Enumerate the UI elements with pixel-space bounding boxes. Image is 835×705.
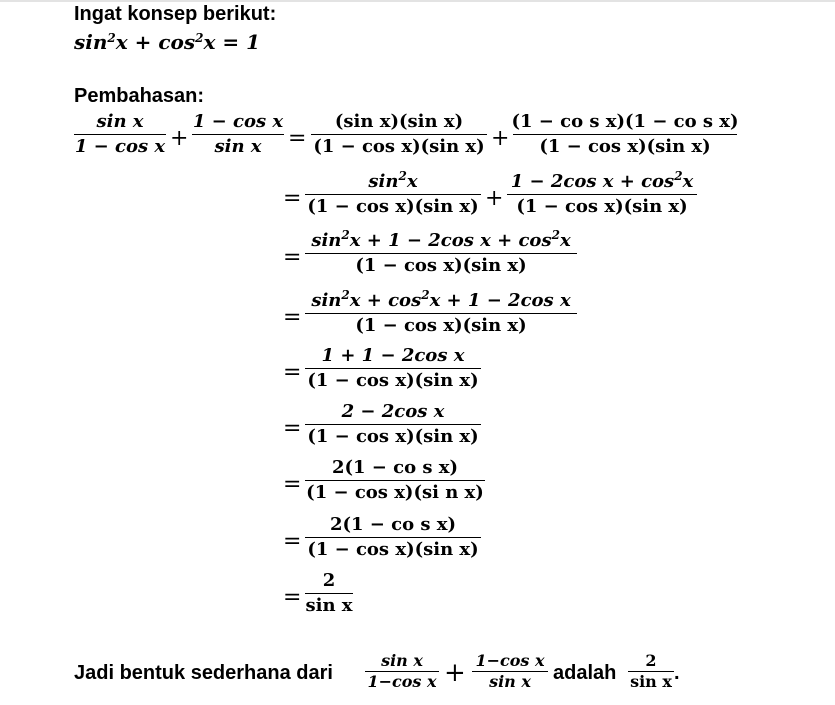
step1-fraction-4 xyxy=(513,110,737,159)
exponent: 2 xyxy=(421,288,430,302)
step9-fraction xyxy=(305,569,353,618)
numerator xyxy=(511,170,694,194)
denominator: (1 − cos x)(sin x) xyxy=(355,255,527,277)
denominator: sin x xyxy=(214,136,262,158)
step3-fraction xyxy=(305,229,577,278)
step4-fraction xyxy=(305,289,577,338)
conclusion-text: Jadi bentuk sederhana dari xyxy=(74,662,333,684)
step6-fraction xyxy=(305,400,481,449)
identity-exp-2: 2 xyxy=(195,31,204,45)
step1-fraction-3 xyxy=(311,110,487,159)
numerator: 1 + 1 − 2cos x xyxy=(321,345,465,366)
numerator: sin x xyxy=(381,651,423,670)
plus-sign: + xyxy=(485,186,504,211)
denominator: (1 − cos x)(sin x) xyxy=(307,426,479,448)
plus-sign: + xyxy=(444,658,466,688)
top-border xyxy=(0,0,835,2)
numerator: (sin x)(sin x) xyxy=(334,111,464,132)
numerator: 2 xyxy=(322,570,336,591)
numerator: 2(1 − co s x) xyxy=(331,457,459,478)
step8-fraction xyxy=(305,513,481,562)
equals-sign: = xyxy=(283,305,302,330)
term: sin xyxy=(368,171,399,192)
exponent: 2 xyxy=(341,288,350,302)
denominator: (1 − cos x)(sin x) xyxy=(516,196,688,218)
term: sin xyxy=(311,230,342,251)
identity-exp-1: 2 xyxy=(107,31,116,45)
equals-sign: = xyxy=(283,529,302,554)
numerator: 1−cos x xyxy=(475,651,545,670)
numerator: 2 − 2cos x xyxy=(341,401,445,422)
step1-fraction-1 xyxy=(74,110,166,159)
step7-fraction xyxy=(305,456,485,505)
equals-sign: = xyxy=(283,416,302,441)
conclusion-adalah: adalah xyxy=(553,662,617,684)
term: sin xyxy=(311,290,342,311)
numerator xyxy=(368,170,417,194)
exponent: 2 xyxy=(341,228,350,242)
numerator: sin x xyxy=(96,111,144,132)
numerator: 1 − cos x xyxy=(192,111,284,132)
denominator: (1 − cos x)(sin x) xyxy=(307,539,479,561)
equals-sign: = xyxy=(283,585,302,610)
exponent: 2 xyxy=(674,169,683,183)
denominator: (1 − cos x)(sin x) xyxy=(313,136,485,158)
exponent: 2 xyxy=(398,169,407,183)
term: x xyxy=(559,230,571,251)
denominator: (1 − cos x)(sin x) xyxy=(307,370,479,392)
plus-sign: + xyxy=(491,126,510,151)
denominator: 1−cos x xyxy=(367,672,437,692)
term: x + 1 − 2cos x xyxy=(429,290,571,311)
numerator xyxy=(311,229,570,253)
denominator: sin x xyxy=(630,672,672,692)
term: x + 1 − 2cos x + cos xyxy=(349,230,552,251)
denominator: (1 − cos x)(si n x) xyxy=(306,482,484,504)
identity-x-plus: x + xyxy=(115,30,159,54)
term: x xyxy=(682,171,694,192)
heading-discussion: Pembahasan: xyxy=(74,85,205,107)
numerator xyxy=(311,289,570,313)
denominator: (1 − cos x)(sin x) xyxy=(355,315,527,337)
equals-sign: = xyxy=(283,186,302,211)
denominator: 1 − cos x xyxy=(74,136,166,158)
term: x + cos xyxy=(349,290,422,311)
denominator: (1 − cos x)(sin x) xyxy=(539,136,711,158)
conclusion-fraction-2 xyxy=(472,651,548,692)
conclusion-period: . xyxy=(674,662,680,684)
identity-rhs: x = 1 xyxy=(203,30,261,54)
step1-fraction-2 xyxy=(192,110,284,159)
step5-fraction xyxy=(305,344,481,393)
plus-sign: + xyxy=(170,126,189,151)
denominator: sin x xyxy=(489,672,531,692)
conclusion-fraction-1 xyxy=(365,651,439,692)
denominator: (1 − cos x)(sin x) xyxy=(307,196,479,218)
heading-concept: Ingat konsep berikut: xyxy=(74,3,277,25)
identity-formula xyxy=(74,30,260,54)
term: x xyxy=(406,171,418,192)
term: 1 − 2cos x + cos xyxy=(510,171,675,192)
numerator: 2 xyxy=(645,651,657,670)
numerator: (1 − co s x)(1 − co s x) xyxy=(511,111,739,132)
equals-sign: = xyxy=(283,472,302,497)
identity-cos: cos xyxy=(158,30,196,54)
identity-sin: sin xyxy=(74,30,108,54)
equals-sign: = xyxy=(283,245,302,270)
step2-fraction-1 xyxy=(305,170,481,219)
denominator: sin x xyxy=(305,595,353,617)
step2-fraction-2 xyxy=(507,170,697,219)
equals-sign: = xyxy=(283,360,302,385)
equals-sign: = xyxy=(288,126,307,151)
conclusion-fraction-3 xyxy=(628,651,674,692)
numerator: 2(1 − co s x) xyxy=(329,514,457,535)
exponent: 2 xyxy=(551,228,560,242)
